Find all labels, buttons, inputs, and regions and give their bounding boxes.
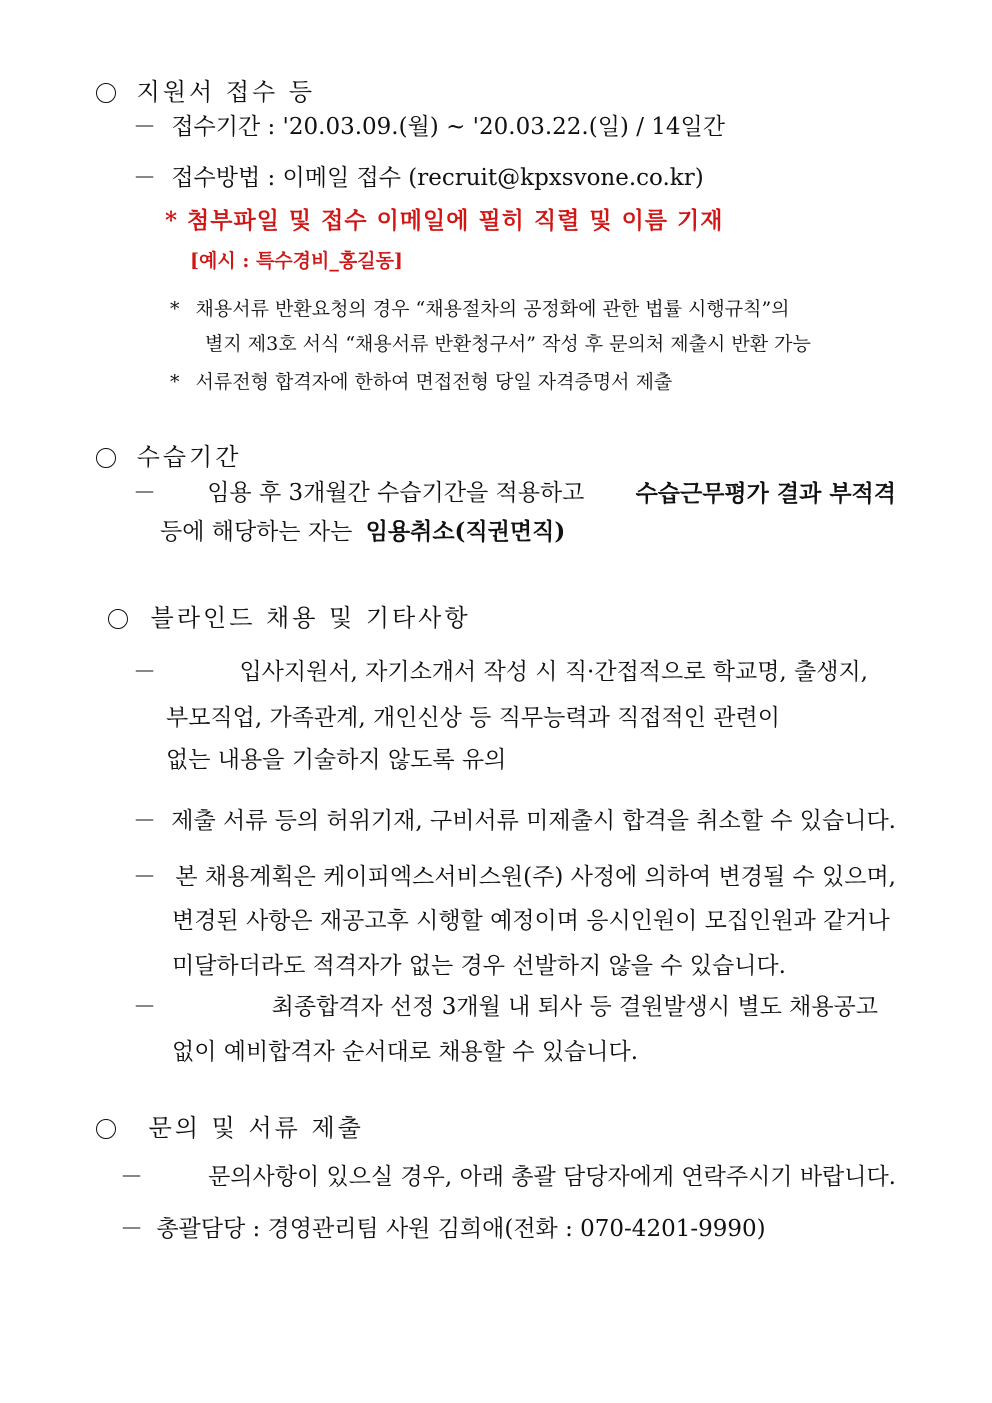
- probation-line2: [160, 520, 565, 544]
- blind-item4-line1: [133, 996, 878, 1019]
- blind-item1-line1-text: 입사지원서, 자기소개서 작성 시 직·간접적으로 학교명, 출생지,: [239, 659, 868, 685]
- dash-marker: －: [133, 659, 156, 685]
- dash-marker: －: [133, 114, 156, 140]
- application-note1-line1: [170, 300, 790, 319]
- contact-line2: [120, 1218, 766, 1241]
- contact-line2-text: 총괄담당 : 경영관리팀 사원 김희애(전화 : 070-4201-9990): [156, 1216, 766, 1242]
- contact-line1: [120, 1166, 896, 1189]
- section-application-heading: [96, 80, 315, 104]
- probation-line2-normal: 등에 해당하는 자는: [160, 519, 353, 545]
- circle-bullet-icon: [96, 1119, 116, 1139]
- circle-bullet-icon: [96, 448, 116, 468]
- blind-item3-line1-text: 본 채용계획은 케이피엑스서비스원(주) 사정에 의하여 변경될 수 있으며,: [175, 864, 896, 890]
- dash-marker: －: [133, 480, 156, 506]
- dash-marker: －: [133, 808, 156, 834]
- asterisk-marker: *: [170, 298, 180, 320]
- section-blind-title: 블라인드 채용 및 기타사항: [150, 604, 471, 632]
- note2-text: 서류전형 합격자에 한하여 면접전형 당일 자격증명서 제출: [195, 371, 673, 393]
- section-contact-title: 문의 및 서류 제출: [148, 1114, 364, 1142]
- blind-item4-line1-text: 최종합격자 선정 3개월 내 퇴사 등 결원발생시 별도 채용공고: [271, 994, 878, 1020]
- application-method-line: [133, 167, 704, 190]
- blind-item1-line2: 부모직업, 가족관계, 개인신상 등 직무능력과 직접적인 관련이: [166, 705, 780, 731]
- section-contact-heading: [96, 1116, 364, 1140]
- section-probation-title: 수습기간: [136, 443, 242, 471]
- section-application-title: 지원서 접수 등: [136, 78, 316, 106]
- dash-marker: －: [120, 1216, 143, 1242]
- application-red-note: * 첨부파일 및 접수 이메일에 필히 직렬 및 이름 기재: [165, 207, 724, 234]
- section-probation-heading: [96, 445, 241, 469]
- blind-item3-line1: [133, 866, 896, 889]
- probation-line2-bold: 임용취소(직권면직): [365, 518, 566, 545]
- application-period-line: [133, 116, 725, 139]
- dash-marker: －: [133, 994, 156, 1020]
- asterisk-marker: *: [170, 371, 180, 393]
- blind-item1-line1: [133, 661, 868, 684]
- blind-item2: [133, 810, 896, 833]
- blind-item3-line2: 변경된 사항은 재공고후 시행할 예정이며 응시인원이 모집인원과 같거나: [172, 908, 890, 934]
- blind-item3-line3: 미달하더라도 적격자가 없는 경우 선발하지 않을 수 있습니다.: [172, 953, 786, 979]
- circle-bullet-icon: [96, 83, 116, 103]
- section-blind-heading: [108, 606, 471, 630]
- probation-line1-normal: 임용 후 3개월간 수습기간을 적용하고: [207, 480, 585, 506]
- circle-bullet-icon: [108, 609, 128, 629]
- dash-marker: －: [133, 864, 156, 890]
- probation-line1-bold: 수습근무평가 결과 부적격: [635, 480, 896, 507]
- application-period: 접수기간 : '20.03.09.(월) ~ '20.03.22.(일) / 14일간: [171, 114, 725, 140]
- blind-item1-line3: 없는 내용을 기술하지 않도록 유의: [166, 747, 507, 773]
- dash-marker: －: [120, 1164, 143, 1190]
- probation-line1: [133, 482, 896, 505]
- contact-line1-text: 문의사항이 있으실 경우, 아래 총괄 담당자에게 연락주시기 바랍니다.: [208, 1164, 896, 1190]
- application-method: 접수방법 : 이메일 접수 (recruit@kpxsvone.co.kr): [171, 165, 704, 191]
- application-note1-line2: 별지 제3호 서식 “채용서류 반환청구서” 작성 후 문의처 제출시 반환 가능: [205, 333, 811, 355]
- note1-line1-text: 채용서류 반환요청의 경우 “채용절차의 공정화에 관한 법률 시행규칙”의: [195, 298, 790, 320]
- application-red-example: [예시 : 특수경비_홍길동]: [190, 250, 403, 272]
- blind-item4-line2: 없이 예비합격자 순서대로 채용할 수 있습니다.: [172, 1039, 639, 1065]
- dash-marker: －: [133, 165, 156, 191]
- application-note2-line: [170, 373, 672, 392]
- blind-item2-text: 제출 서류 등의 허위기재, 구비서류 미제출시 합격을 취소할 수 있습니다.: [171, 808, 896, 834]
